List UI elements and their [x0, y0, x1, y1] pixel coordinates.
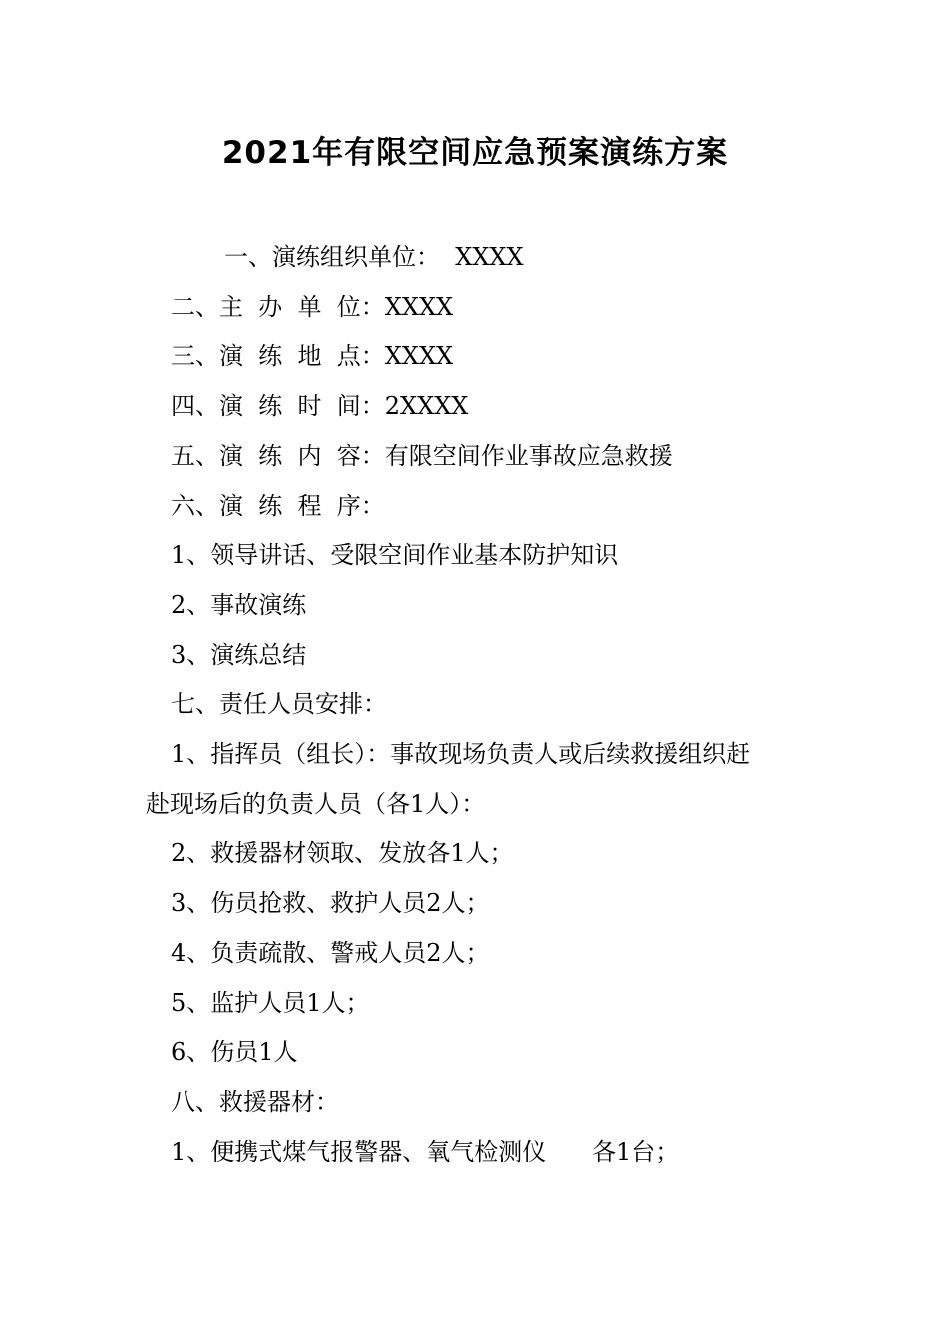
procedure-item-3: 3、演练总结: [171, 640, 307, 669]
section-personnel: 七、责任人员安排：: [171, 690, 387, 719]
personnel-item-1: 1、指挥员（组长）：事故现场负责人或后续救援组织赶: [171, 740, 751, 769]
personnel-item-6: 6、伤员1人: [171, 1038, 298, 1067]
section-organizer: 一、演练组织单位： XXXX: [224, 243, 524, 271]
personnel-item-1-cont: 赴现场后的负责人员（各1人）：: [146, 789, 486, 818]
section-procedure: 六、演 练 程 序：: [171, 491, 385, 520]
personnel-item-4: 4、负责疏散、警戒人员2人；: [171, 938, 490, 967]
section-equipment: 八、救援器材：: [171, 1087, 339, 1116]
section-host: 二、主 办 单 位：XXXX: [171, 292, 454, 321]
document-body: [146, 233, 816, 1177]
document-title: 2021年有限空间应急预案演练方案: [221, 135, 729, 171]
procedure-item-1: 1、领导讲话、受限空间作业基本防护知识: [171, 541, 619, 570]
section-location: 三、演 练 地 点：XXXX: [171, 342, 454, 371]
personnel-item-5: 5、监护人员1人；: [171, 988, 370, 1017]
personnel-item-3: 3、伤员抢救、救护人员2人；: [171, 889, 490, 918]
equipment-item-1: 1、便携式煤气报警器、氧气检测仪 各1台；: [171, 1137, 680, 1166]
personnel-item-2: 2、救援器材领取、发放各1人；: [171, 839, 514, 868]
section-time: 四、演 练 时 间：2XXXX: [171, 392, 469, 421]
section-content: 五、演 练 内 容：有限空间作业事故应急救援: [171, 441, 673, 470]
procedure-item-2: 2、事故演练: [171, 590, 307, 619]
